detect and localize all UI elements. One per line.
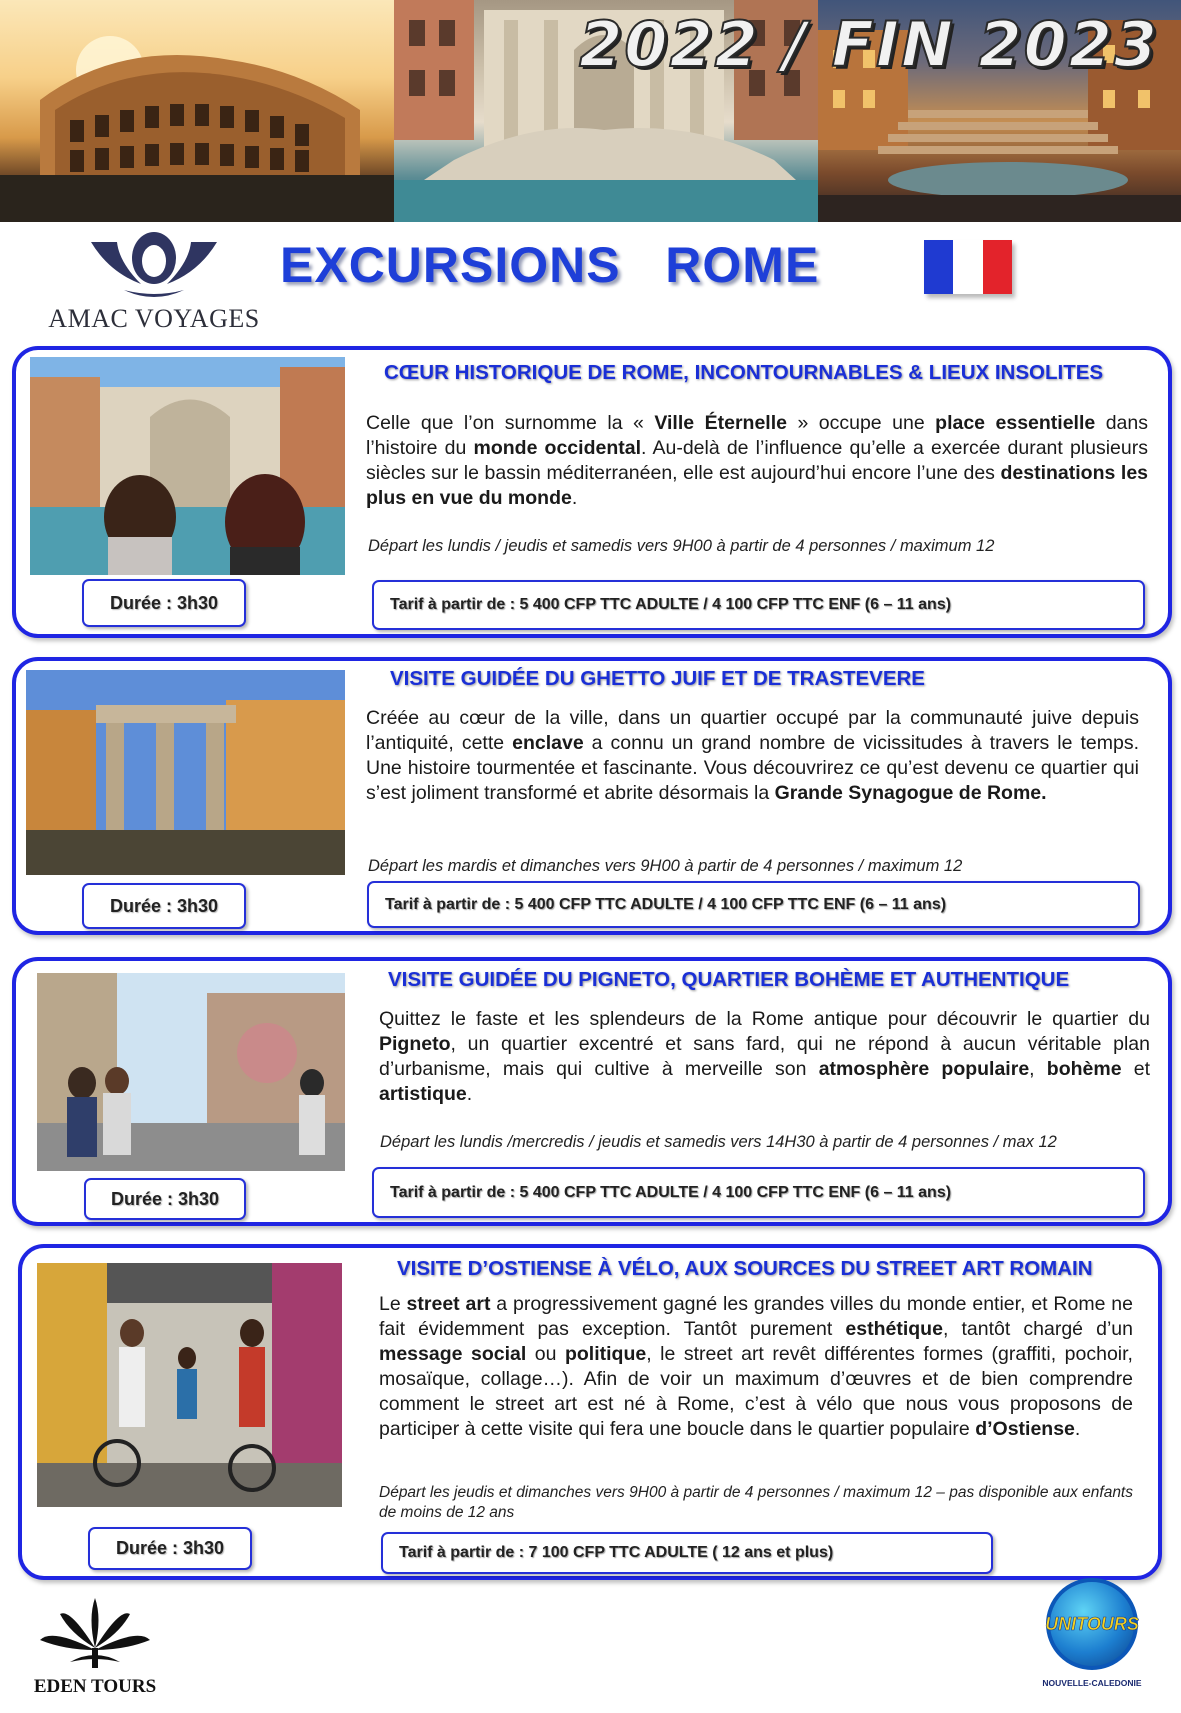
excursion-description: Celle que l’on surnomme la « Ville Éternelle » occupe une place essentielle dans l’histoire du monde occidental. Au-delà de l’influence qu’elle a exercée durant plusieurs siècles sur le bassin méditerranéen, elle est aujourd’hui encore l’une des destinations les plus en vue du monde. — [366, 412, 1149, 509]
amac-voyages-label: AMAC VOYAGES — [48, 304, 260, 333]
header-banner — [0, 0, 1181, 222]
excursion-photo-pigneto — [37, 973, 345, 1171]
excursion-departure: Départ les jeudis et dimanches vers 9H00 à partir de 4 personnes / maximum 12 – pas disponible aux enfants de moins de 12 ans — [379, 1484, 1133, 1521]
excursion-title: VISITE D’OSTIENSE À VÉLO, AUX SOURCES DU STREET ART ROMAIN — [397, 1257, 1093, 1280]
amac-emblem-icon — [89, 228, 219, 300]
excursion-departure: Départ les mardis et dimanches vers 9H00 à partir de 4 personnes / maximum 12 — [368, 857, 963, 875]
france-flag-icon — [924, 240, 1012, 294]
excursion-departure: Départ les lundis / jeudis et samedis vers 9H00 à partir de 4 personnes / maximum 12 — [368, 537, 995, 555]
unitours-sublabel: NOUVELLE-CALEDONIE — [1042, 1678, 1142, 1688]
globe-icon — [1046, 1578, 1138, 1670]
excursion-description: Quittez le faste et les splendeurs de la Rome antique pour découvrir le quartier du Pigneto, un quartier excentré et sans fard, qui ne répond à aucun véritable plan d’urbanisme, mais qui cultive à merveille son atmosphère populaire, bohème et artistique. — [379, 1008, 1150, 1105]
unitours-logo — [1040, 1578, 1144, 1698]
excursion-description: Créée au cœur de la ville, dans un quartier occupé par la communauté juive depuis l’antiquité, cette enclave a connu un grand nombre de vicissitudes à travers le temps. Une histoire tourmentée et fascinante. Vous découvrirez ce qu’est devenu ce quartier qui s’est joliment transformé et abrite désormais la Grande Synagogue de Rome. — [366, 707, 1139, 804]
excursion-duration: Durée : 3h30 — [84, 1178, 246, 1220]
excursion-duration: Durée : 3h30 — [82, 579, 246, 627]
excursion-title: CŒUR HISTORIQUE DE ROME, INCONTOURNABLES & LIEUX INSOLITES — [384, 361, 1104, 384]
eden-tours-logo — [30, 1588, 160, 1700]
excursion-description: Le street art a progressivement gagné les grandes villes du monde entier, et Rome ne fait évidemment pas exception. Tantôt purement esthétique, tantôt chargé d’un message social ou politique, le street art revêt différentes formes (graffiti, pochoir, mosaïque, collage…). Afin de voir un maximum d’œuvres et de bien comprendre comment le street art est né à Rome, c’est à vélo que nous vous proposons de participer à cette visite qui fera une boucle dans le quartier populaire d’Ostiense. — [379, 1293, 1134, 1440]
eden-leaf-icon — [30, 1588, 160, 1676]
excursion-title: VISITE GUIDÉE DU PIGNETO, QUARTIER BOHÈME ET AUTHENTIQUE — [388, 968, 1070, 991]
eden-tours-label: EDEN TOURS — [33, 1676, 157, 1697]
excursion-duration: Durée : 3h30 — [88, 1527, 252, 1570]
excursion-title: VISITE GUIDÉE DU GHETTO JUIF ET DE TRASTEVERE — [390, 667, 925, 690]
excursion-duration: Durée : 3h30 — [82, 883, 246, 929]
banner-title: 2022 / FIN 2023 — [579, 8, 1159, 81]
excursion-photo-trevi — [30, 357, 345, 575]
excursion-price: Tarif à partir de : 5 400 CFP TTC ADULTE / 4 100 CFP TTC ENF (6 – 11 ans) — [372, 580, 1145, 630]
colosseum-photo — [0, 0, 394, 222]
excursion-price: Tarif à partir de : 5 400 CFP TTC ADULTE / 4 100 CFP TTC ENF (6 – 11 ans) — [372, 1167, 1145, 1218]
excursion-photo-ghetto — [26, 670, 345, 875]
unitours-label: UNITOURS — [1045, 1613, 1139, 1634]
excursion-price: Tarif à partir de : 5 400 CFP TTC ADULTE / 4 100 CFP TTC ENF (6 – 11 ans) — [367, 881, 1140, 928]
excursion-departure: Départ les lundis /mercredis / jeudis et samedis vers 14H30 à partir de 4 personnes / max 12 — [380, 1133, 1057, 1151]
amac-voyages-logo — [34, 228, 274, 338]
page-title: EXCURSIONS ROME — [280, 237, 820, 293]
excursion-price: Tarif à partir de : 7 100 CFP TTC ADULTE ( 12 ans et plus) — [381, 1532, 993, 1574]
excursion-photo-ostiense — [37, 1263, 342, 1507]
